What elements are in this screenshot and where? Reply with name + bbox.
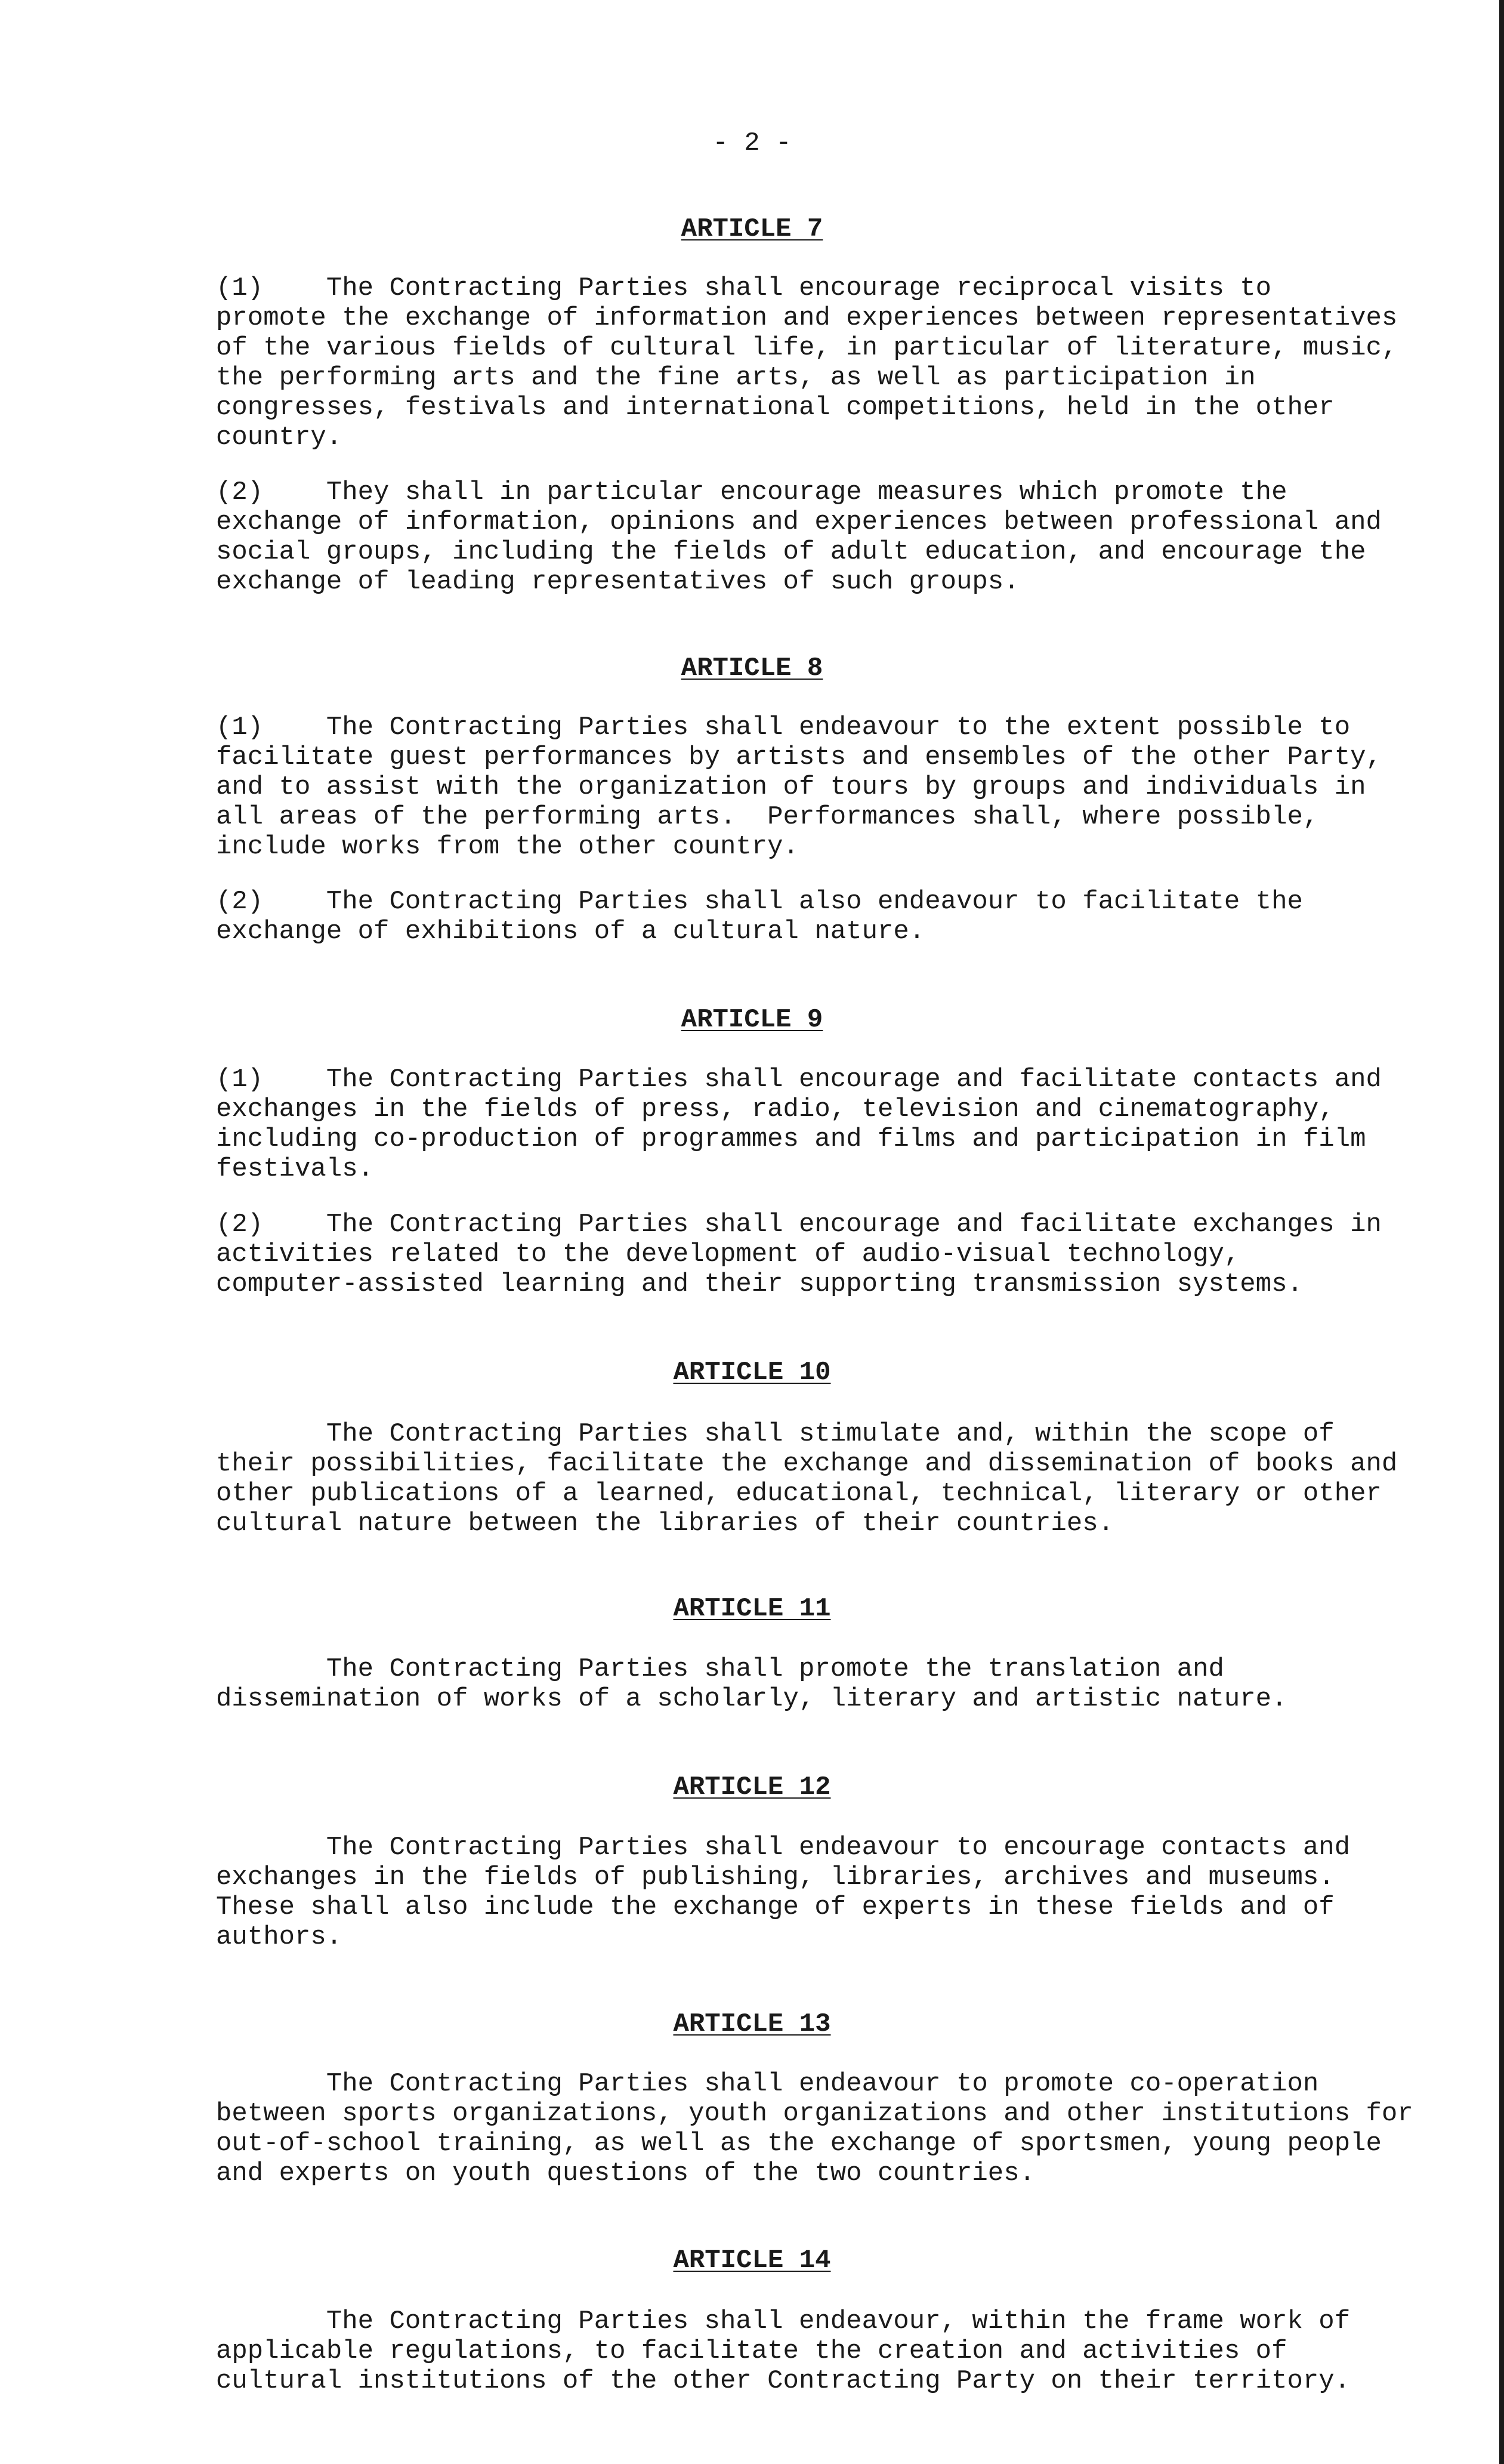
- article-10-paragraph: The Contracting Parties shall stimulate and, within the scope of their possibilities, facilitate the exchange and dissemination of books and other publications of a learned, educational, technical, literary or other cultural nature between the libraries of their countries.: [216, 1419, 1398, 1538]
- article-8-paragraph-2: (2) The Contracting Parties shall also endeavour to facilitate the exchange of exhibitions of a cultural nature.: [216, 887, 1303, 946]
- article-11-heading: ARTICLE 11: [673, 1594, 831, 1624]
- article-12-paragraph: The Contracting Parties shall endeavour to encourage contacts and exchanges in the fields of publishing, libraries, archives and museums. These shall also include the exchange of experts in these fields and of authors.: [216, 1833, 1351, 1952]
- article-9-heading: ARTICLE 9: [681, 1005, 823, 1035]
- article-13-heading: ARTICLE 13: [673, 2009, 831, 2039]
- article-13-paragraph: The Contracting Parties shall endeavour to promote co-operation between sports organizations, youth organizations and other institutions for out-of-school training, as well as the exchange of sportsmen, young people and experts on youth questions of the two countries.: [216, 2069, 1413, 2188]
- article-14-paragraph: The Contracting Parties shall endeavour, within the frame work of applicable regulations, to facilitate the creation and activities of cultural institutions of the other Contracting Party on their territory.: [216, 2306, 1351, 2396]
- article-7-paragraph-2: (2) They shall in particular encourage measures which promote the exchange of information, opinions and experiences between professional and social groups, including the fields of adult education, and encourage the exchange of leading representatives of such groups.: [216, 477, 1382, 597]
- article-10-heading: ARTICLE 10: [673, 1358, 831, 1387]
- article-9-paragraph-1: (1) The Contracting Parties shall encourage and facilitate contacts and exchanges in the fields of press, radio, television and cinematography, including co-production of programmes and films and participation in film festivals.: [216, 1065, 1382, 1184]
- article-9-paragraph-2: (2) The Contracting Parties shall encourage and facilitate exchanges in activities related to the development of audio-visual technology, computer-assisted learning and their supporting transmission systems.: [216, 1210, 1382, 1299]
- article-7-paragraph-1: (1) The Contracting Parties shall encourage reciprocal visits to promote the exchange of information and experiences between representatives of the various fields of cultural life, in particular of literature, music, the performing arts and the fine arts, as well as participation in congresses, festivals and international competitions, held in the other country.: [216, 273, 1398, 452]
- article-12-heading: ARTICLE 12: [673, 1772, 831, 1802]
- page-number: - 2 -: [712, 128, 792, 158]
- article-8-heading: ARTICLE 8: [681, 653, 823, 683]
- article-11-paragraph: The Contracting Parties shall promote the translation and dissemination of works of a scholarly, literary and artistic nature.: [216, 1654, 1287, 1714]
- page-edge: [1499, 0, 1504, 2464]
- article-8-paragraph-1: (1) The Contracting Parties shall endeavour to the extent possible to facilitate guest performances by artists and ensembles of the other Party, and to assist with the organization of tours by groups and individuals in all areas of the performing arts. Performances shall, where possible, include works from the other country.: [216, 713, 1382, 862]
- article-14-heading: ARTICLE 14: [673, 2246, 831, 2275]
- article-7-heading: ARTICLE 7: [681, 214, 823, 244]
